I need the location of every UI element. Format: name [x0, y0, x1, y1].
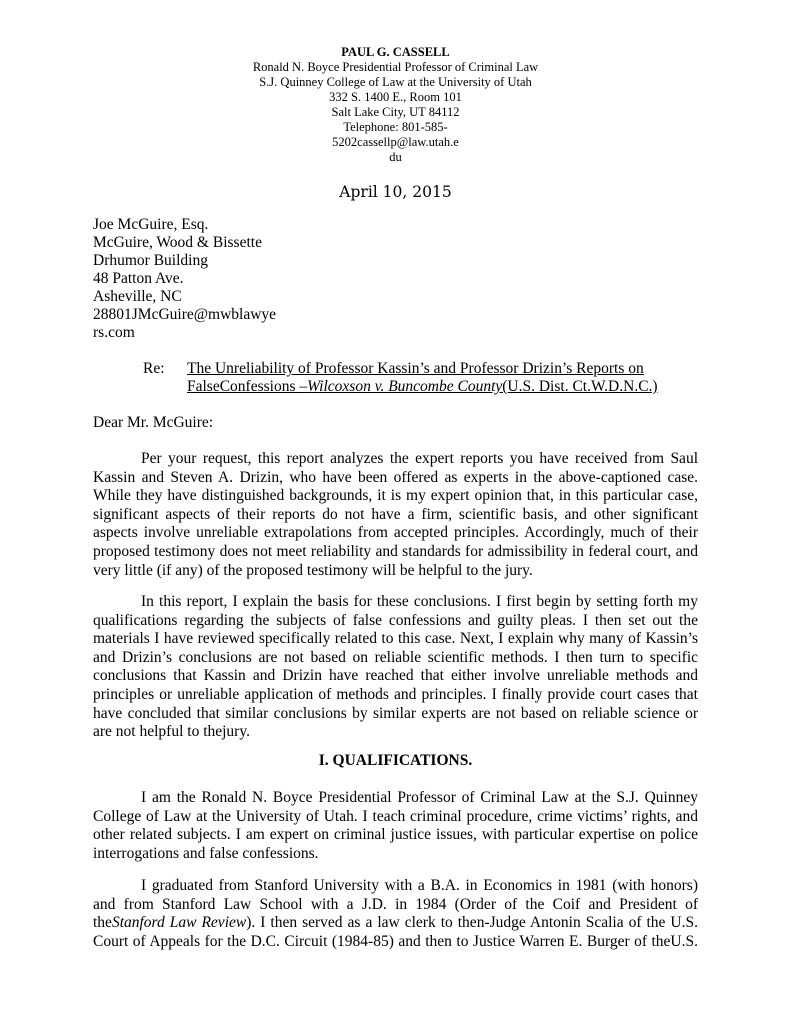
recipient-line: Drhumor Building	[93, 252, 208, 269]
paragraph-3	[93, 789, 698, 863]
re-case-name: Wilcoxson v. Buncombe County	[307, 378, 503, 395]
recipient-line: 28801JMcGuire@mwblawye	[93, 306, 277, 323]
p4-line3-pre: the	[93, 914, 112, 932]
section-heading: I. QUALIFICATIONS.	[318, 752, 473, 769]
paragraph-line: conclusions that Kassin and Drizin have reached that either involve unreliable methods and	[93, 667, 698, 685]
paragraph-line	[93, 914, 698, 933]
paragraph-line: I graduated from Stanford University with a B.A. in Economics in 1981 (with honors)	[141, 877, 698, 894]
paragraph-line: Court of Appeals for the D.C. Circuit (1984-85) and then to Justice Warren E. Burger of theU.S.	[93, 932, 698, 950]
re-line2-post: (U.S. Dist. Ct.W.D.N.C.)	[502, 378, 658, 395]
paragraph-line: are not helpful to thejury.	[93, 723, 250, 741]
paragraph-line: principles or unreliable application of methods and principles. I finally provide court cases that	[93, 685, 698, 703]
paragraph-1	[93, 450, 698, 580]
author-city: Salt Lake City, UT 84112	[331, 105, 460, 119]
re-label: Re:	[143, 360, 165, 377]
paragraph-line: In this report, I explain the basis for these conclusions. I first begin by setting forth my	[141, 593, 698, 610]
journal-title: Stanford Law Review	[111, 914, 247, 932]
re-subject-line2	[187, 378, 658, 396]
author-institution: S.J. Quinney College of Law at the University of Utah	[259, 75, 532, 89]
recipient-line: rs.com	[93, 324, 135, 341]
paragraph-line: other related subjects. I am expert on criminal justice issues, with particular expertise on police	[93, 826, 698, 844]
paragraph-line: materials I have reviewed specifically related to this case. Next, I explain why many of Kassin’s	[93, 630, 698, 648]
paragraph-2	[93, 593, 698, 742]
paragraph-line: and from Stanford Law School with a J.D. in 1984 (Order of the Coif and President of	[93, 895, 698, 913]
re-line2-pre: FalseConfessions –	[187, 378, 308, 395]
paragraph-line: interrogations and false confessions.	[93, 844, 319, 862]
letter-date: April 10, 2015	[339, 183, 452, 201]
paragraph-line: College of Law at the University of Utah. I teach criminal procedure, crime victims’ rights, and	[93, 807, 698, 825]
author-name: PAUL G. CASSELL	[341, 45, 450, 59]
author-street: 332 S. 1400 E., Room 101	[329, 90, 462, 104]
recipient-line: Asheville, NC	[93, 288, 182, 305]
re-subject	[187, 360, 658, 396]
paragraph-line: qualifications regarding the subjects of false confessions and guilty pleas. I then set out the	[93, 611, 698, 629]
recipient-line: Joe McGuire, Esq.	[93, 216, 209, 233]
paragraph-line: Kassin and Steven A. Drizin, who have been offered as experts in the above-captioned case.	[93, 468, 698, 486]
author-phone-line1: Telephone: 801-585-	[343, 120, 448, 134]
recipient-line: 48 Patton Ave.	[93, 270, 184, 287]
author-title: Ronald N. Boyce Presidential Professor of Criminal Law	[252, 60, 539, 74]
paragraph-line: and Drizin’s conclusions are not based on reliable scientific methods. I then turn to specific	[93, 648, 698, 666]
letterhead	[0, 45, 791, 165]
paragraph-line: have concluded that similar conclusions by similar experts are not based on reliable science or	[93, 704, 698, 722]
paragraph-line: proposed testimony does not meet reliability and standards for admissibility in federal court, and	[93, 542, 698, 560]
recipient-line: McGuire, Wood & Bissette	[93, 234, 262, 251]
p4-line3-post: ). I then served as a law clerk to then-Judge Antonin Scalia of the U.S.	[246, 914, 698, 932]
paragraph-line: aspects involve unreliable extrapolations from accepted principles. Accordingly, much of their	[93, 524, 698, 542]
paragraph-line: While they have distinguished backgrounds, it is my expert opinion that, in this particular case,	[93, 487, 698, 505]
paragraph-line: Per your request, this report analyzes the expert reports you have received from Saul	[141, 450, 698, 467]
salutation: Dear Mr. McGuire:	[93, 414, 214, 431]
paragraph-line: I am the Ronald N. Boyce Presidential Professor of Criminal Law at the S.J. Quinney	[141, 789, 698, 806]
recipient-address	[93, 216, 276, 342]
paragraph-4	[93, 877, 698, 951]
paragraph-line: significant aspects of their reports do not have a firm, scientific basis, and other significant	[93, 505, 698, 523]
re-subject-line1: The Unreliability of Professor Kassin’s and Professor Drizin’s Reports on	[187, 360, 644, 377]
author-phone-line3: du	[389, 150, 402, 164]
author-phone-line2: 5202cassellp@law.utah.e	[332, 135, 459, 149]
paragraph-line: very little (if any) of the proposed testimony will be helpful to the jury.	[93, 561, 533, 579]
